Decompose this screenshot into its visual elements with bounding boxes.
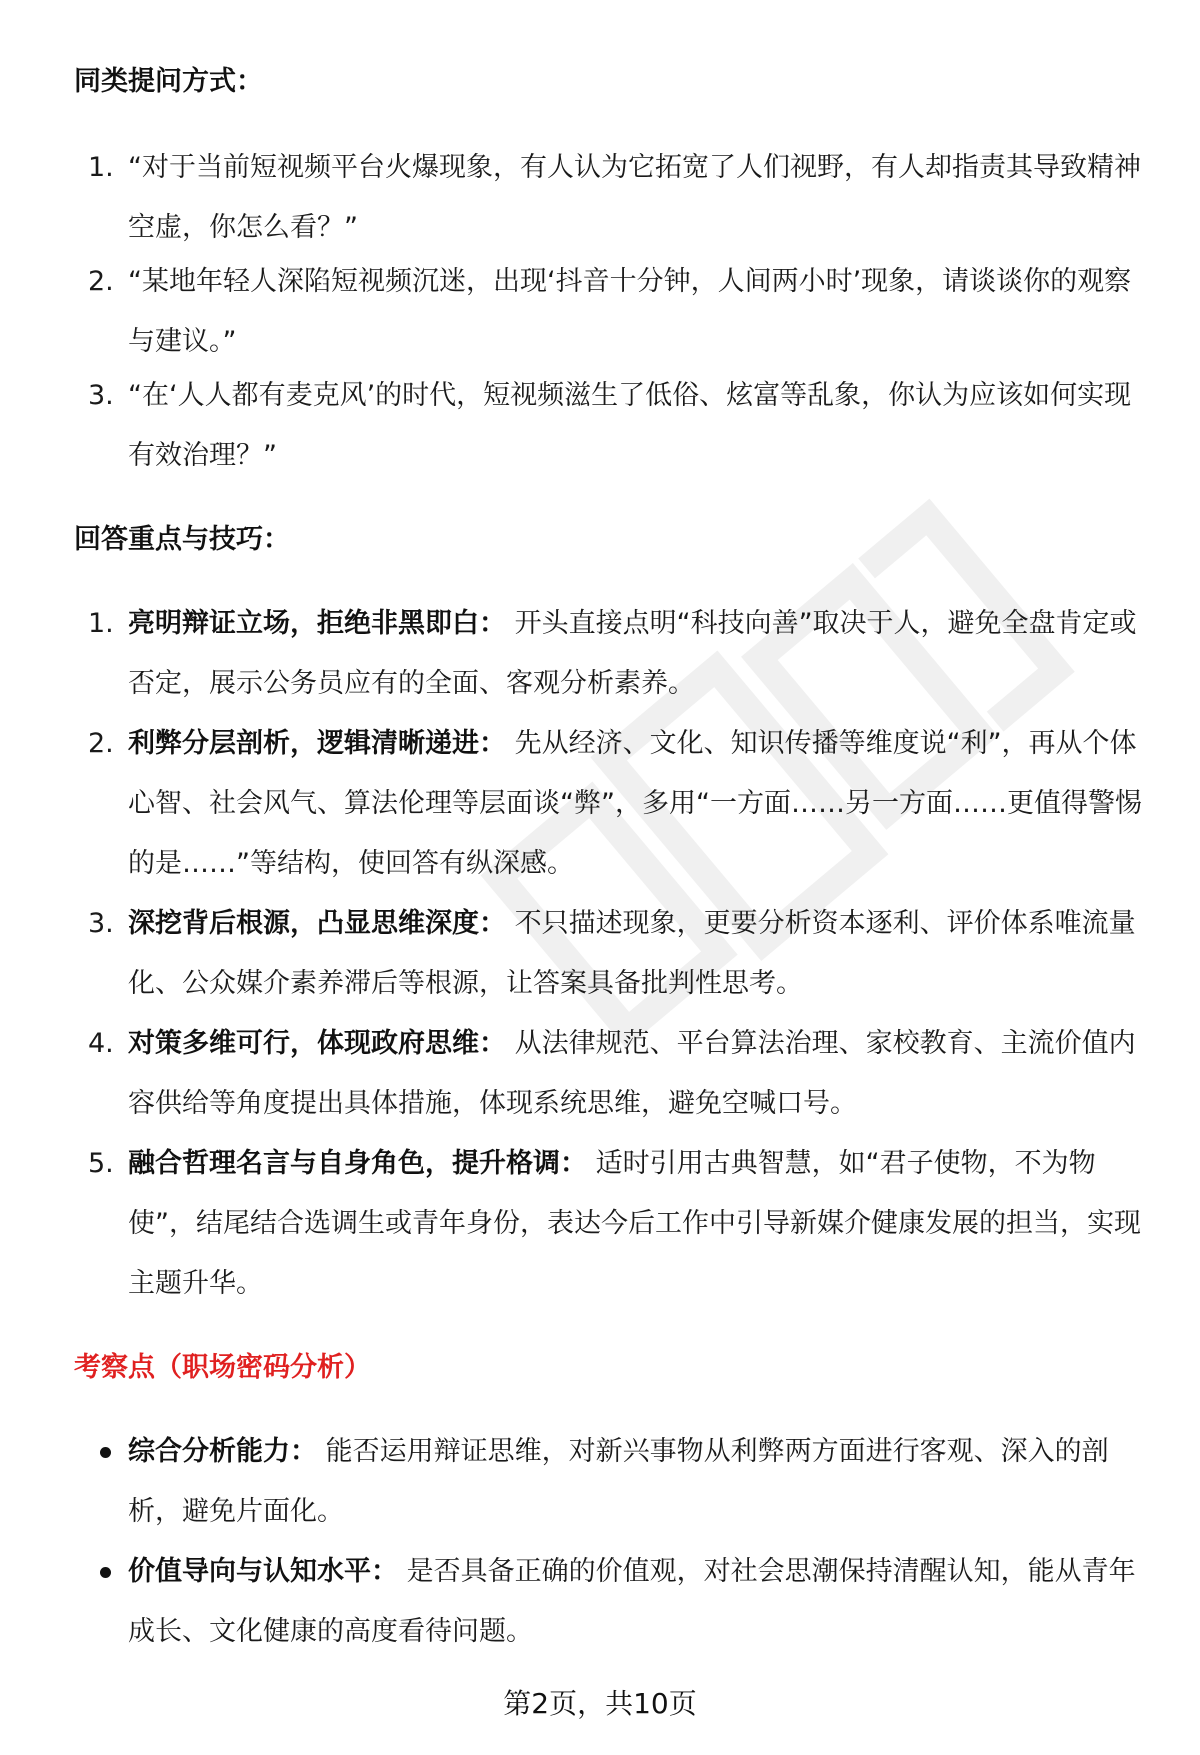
list-item: 3. 深挖背后根源，凸显思维深度： 不只描述现象，更要分析资本逐利、评价体系唯流量化、公众媒介素养滞后等根源，让答案具备批判性思考。	[88, 908, 1136, 999]
bullet-icon	[100, 1447, 111, 1458]
list-item: 1. 亮明辩证立场，拒绝非黑即白： 开头直接点明“科技向善”取决于人，避免全盘肯定或否定，展示公务员应有的全面、客观分析素养。	[88, 608, 1137, 699]
similar-questions-list	[74, 138, 1149, 486]
answer-tips-list	[74, 594, 1149, 1314]
section-title-similar-questions: 同类提问方式：	[74, 66, 263, 97]
list-item: 2. “某地年轻人深陷短视频沉迷，出现‘抖音十分钟，人间两小时’现象，请谈谈你的观察与建议。”	[88, 266, 1132, 357]
page-number: 第2页，共10页	[503, 1687, 697, 1720]
list-item: 5. 融合哲理名言与自身角色，提升格调： 适时引用古典智慧，如“君子使物，不为物使”，结尾结合选调生或青年身份，表达今后工作中引导新媒介健康发展的担当，实现主题升华。	[88, 1148, 1141, 1299]
list-item: 1. “对于当前短视频平台火爆现象，有人认为它拓宽了人们视野，有人却指责其导致精神空虚，你怎么看？”	[88, 152, 1141, 243]
list-item: 2. 利弊分层剖析，逻辑清晰递进： 先从经济、文化、知识传播等维度说“利”，再从个体心智、社会风气、算法伦理等层面谈“弊”，多用“一方面……另一方面……更值得警惕的是……”等结构，使回答有纵深感。	[88, 728, 1142, 879]
list-item: 综合分析能力： 能否运用辩证思维，对新兴事物从利弊两方面进行客观、深入的剖析，避免片面化。	[74, 1422, 1149, 1542]
section-title-answer-tips: 回答重点与技巧：	[74, 524, 290, 555]
section-title-assessment-points: 考察点（职场密码分析）	[74, 1352, 371, 1383]
list-item: 4. 对策多维可行，体现政府思维： 从法律规范、平台算法治理、家校教育、主流价值内容供给等角度提出具体措施，体现系统思维，避免空喊口号。	[88, 1028, 1136, 1119]
list-item: 3. “在‘人人都有麦克风’的时代，短视频滋生了低俗、炫富等乱象，你认为应该如何实现有效治理？”	[88, 380, 1132, 471]
bullet-icon	[100, 1567, 111, 1578]
document-body	[74, 60, 1149, 1662]
assessment-points-list	[74, 1422, 1149, 1662]
list-item: 价值导向与认知水平： 是否具备正确的价值观，对社会思潮保持清醒认知，能从青年成长、文化健康的高度看待问题。	[74, 1542, 1149, 1662]
